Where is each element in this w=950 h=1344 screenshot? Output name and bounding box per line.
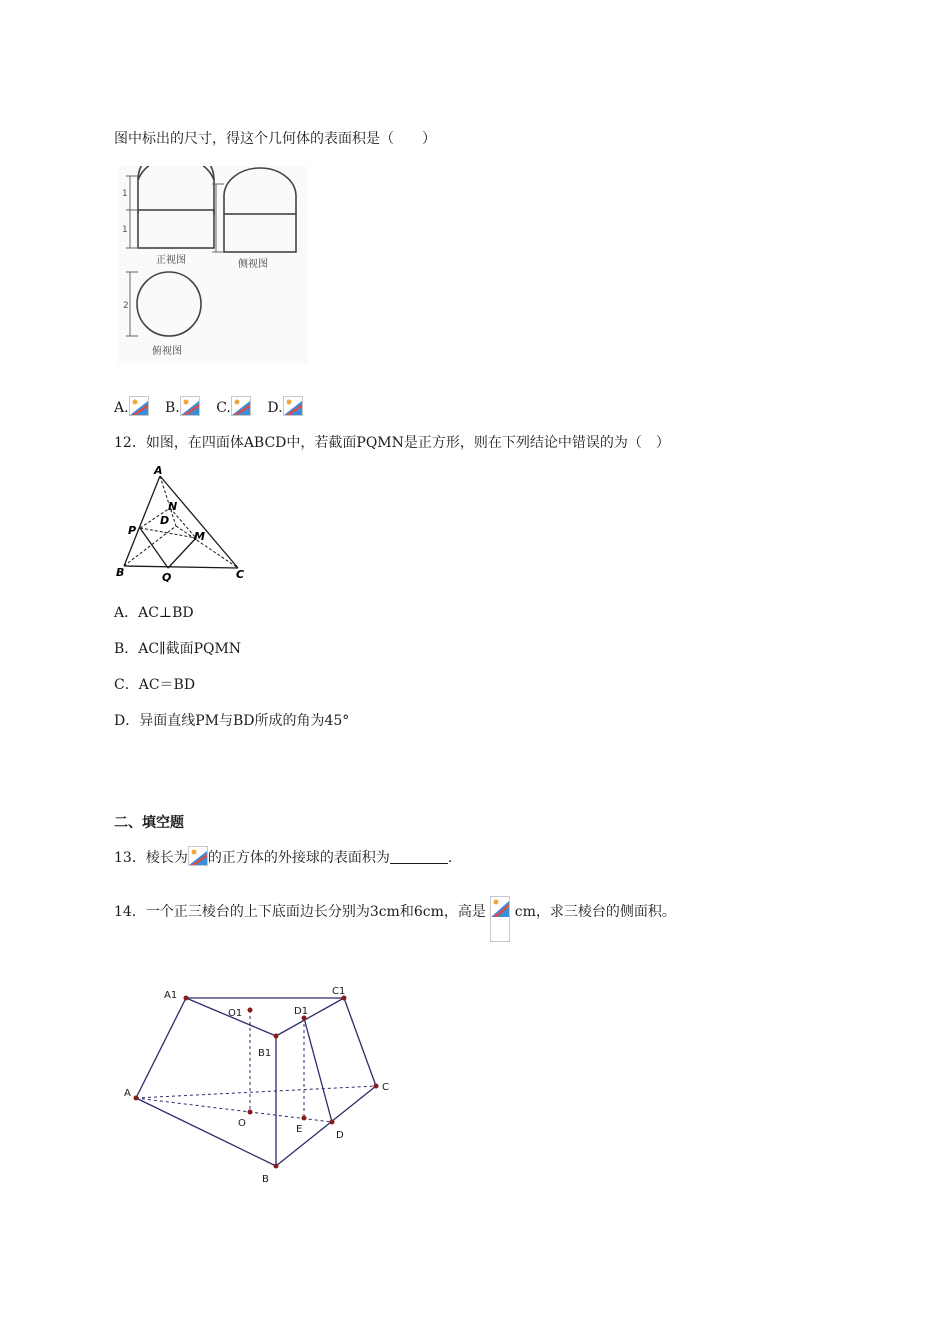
label-o1: O1 [228,1008,243,1019]
label-b: B [262,1174,269,1184]
q14: 14．一个正三棱台的上下底面边长分别为3cm和6cm，高是 cm，求三棱台的侧面积。 [114,896,676,942]
front-dim-top: 1 [122,189,128,199]
q13-image-icon [188,846,208,866]
option-b-image-icon [180,396,200,416]
option-a-image-icon [129,396,149,416]
tetrahedron-figure [112,462,252,582]
q11-option-a[interactable]: A. [114,396,149,416]
top-dim: 2 [123,301,129,311]
label-p: P [128,524,137,537]
q12-stem: 12．如图，在四面体ABCD中，若截面PQMN是正方形，则在下列结论中错误的为（ ） [114,435,670,451]
q12-option-a[interactable]: A．AC⊥BD [114,605,194,621]
top-view-label: 俯视图 [152,346,182,357]
frustum-figure [118,984,398,1184]
label-a: A [154,464,163,477]
front-view-label: 正视图 [156,255,186,266]
q13-answer-blank[interactable] [390,849,448,864]
q11-option-b[interactable]: B. [165,396,200,416]
label-b: B [116,566,125,579]
label-d: D [160,514,170,527]
label-o: O [238,1118,246,1129]
section-heading-fill-in: 二、填空题 [114,815,184,831]
q12-option-d[interactable]: D．异面直线PM与BD所成的角为45° [114,713,350,729]
q11-intro: 图中标出的尺寸，得这个几何体的表面积是（ ） [114,131,436,147]
q12-option-b[interactable]: B．AC∥截面PQMN [114,641,242,657]
front-dim-bottom: 1 [122,225,128,235]
label-a1: A1 [164,990,178,1001]
label-b1: B1 [258,1048,272,1059]
label-d1: D1 [294,1006,309,1017]
q11-options [114,396,315,416]
label-e: E [296,1124,303,1135]
label-q: Q [162,571,172,582]
q12-option-c[interactable]: C．AC＝BD [114,677,196,693]
q13: 13．棱长为 的正方体的外接球的表面积为 . [114,846,452,867]
label-n: N [168,500,178,513]
option-d-image-icon [283,396,303,416]
q11-option-d[interactable]: D. [267,396,302,416]
option-c-image-icon [231,396,251,416]
label-c1: C1 [332,986,346,997]
side-view-label: 侧视图 [238,259,268,270]
label-d: D [336,1130,344,1141]
label-c: C [382,1082,389,1093]
q11-option-c[interactable]: C. [216,396,251,416]
three-view-figure [118,166,308,364]
label-a: A [124,1088,131,1099]
label-c: C [236,568,245,581]
label-m: M [194,530,205,543]
q14-image-icon [490,896,510,942]
